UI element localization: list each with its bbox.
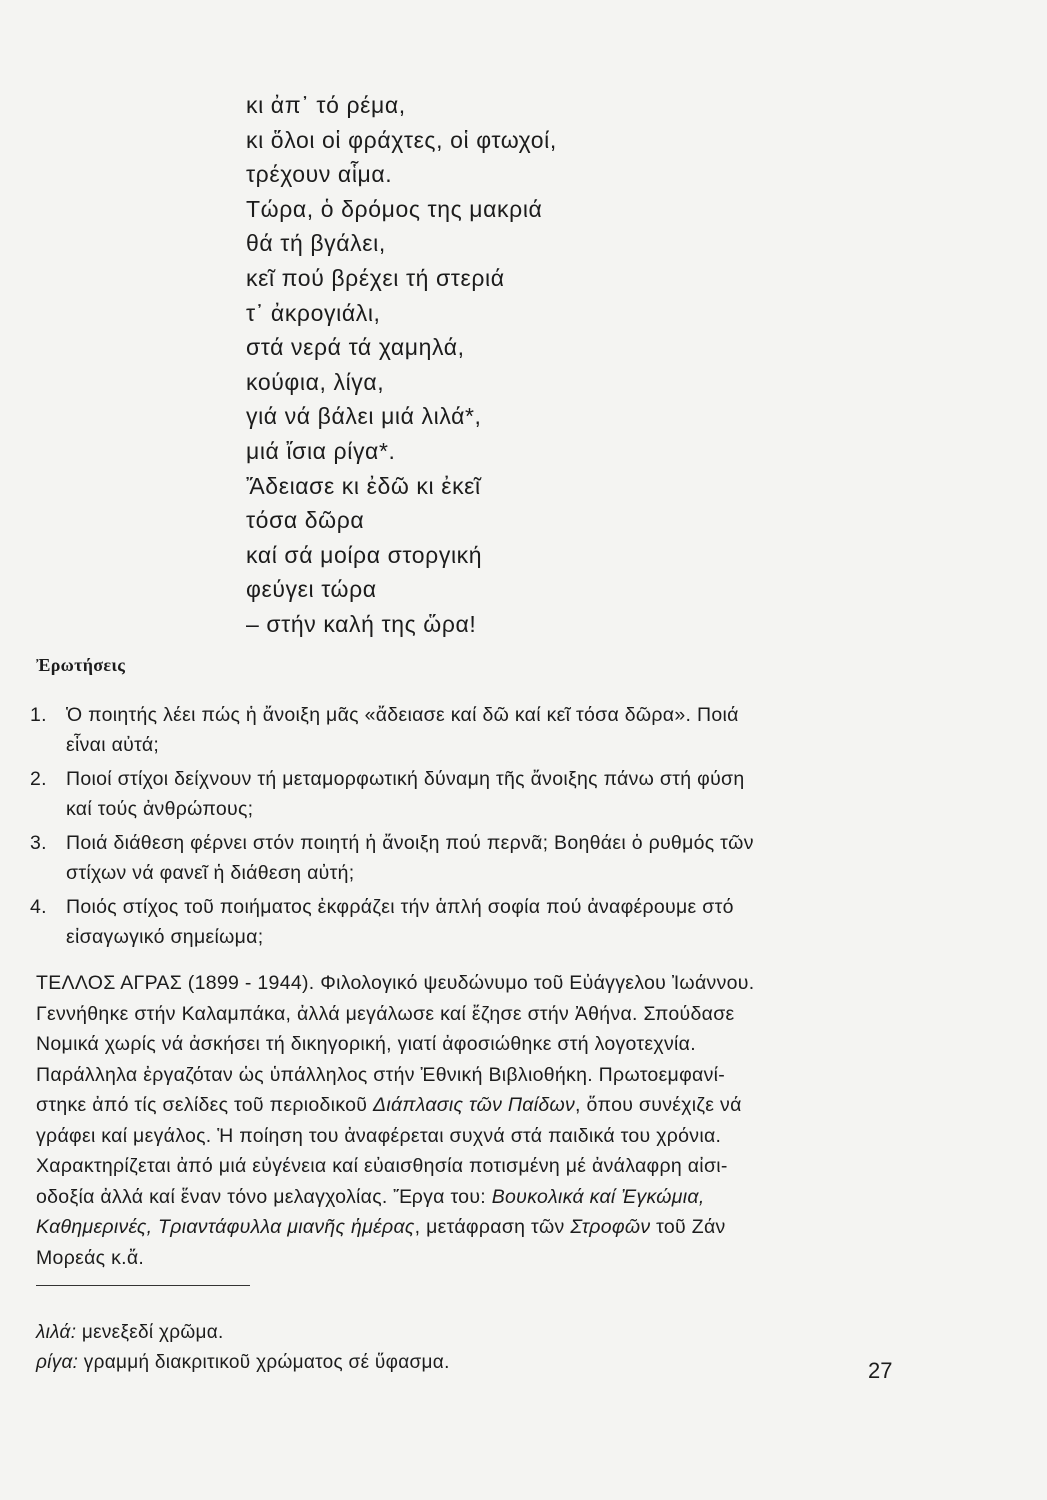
question-item xyxy=(30,892,910,952)
footnote-divider xyxy=(36,1285,250,1286)
biography-line: Γεννήθηκε στήν Καλαμπάκα, ἀλλά μεγάλωσε καί ἔζησε στήν Ἀθήνα. Σπούδασε xyxy=(36,1002,735,1025)
question-item xyxy=(30,700,910,760)
biography-line: Παράλληλα ἐργαζόταν ὡς ὑπάλληλος στήν Ἐθνική Βιβλιοθήκη. Πρωτοεμφανί- xyxy=(36,1063,726,1086)
poem-line: τρέχουν αἷμα. xyxy=(246,161,393,188)
poem-line: κεῖ πού βρέχει τή στεριά xyxy=(246,264,505,291)
poem-line: κι ὅλοι οἱ φράχτες, οἱ φτωχοί, xyxy=(246,126,557,153)
question-text-line: Ποιά διάθεση φέρνει στόν ποιητή ἡ ἄνοιξη πού περνᾶ; Βοηθάει ὁ ρυθμός τῶν xyxy=(66,832,754,854)
poem-line: στά νερά τά χαμηλά, xyxy=(246,334,465,361)
work-title: Στροφῶν xyxy=(570,1216,651,1238)
question-text-line: Ὁ ποιητής λέει πώς ἡ ἄνοιξη μᾶς «ἄδειασε καί δῶ καί κεῖ τόσα δῶρα». Ποιά xyxy=(66,704,739,726)
poem-line: κούφια, λίγα, xyxy=(246,368,385,395)
poem-line: τόσα δῶρα xyxy=(246,507,365,534)
poem-line: καί σά μοίρα στοργική xyxy=(246,541,483,568)
biography-text: οδοξία ἀλλά καί ἕναν τόνο μελαγχολίας. Ἔργα του: xyxy=(36,1185,492,1208)
question-number: 1. xyxy=(30,704,47,726)
footnote-term: λιλά: xyxy=(36,1322,77,1343)
question-text-line: στίχων νά φανεῖ ἡ διάθεση αὐτή; xyxy=(66,862,355,884)
question-item xyxy=(30,764,910,824)
footnote-definition: μενεξεδί χρῶμα. xyxy=(76,1322,224,1343)
poem-line: μιά ἴσια ρίγα*. xyxy=(246,437,396,464)
biography-text: τοῦ Ζάν xyxy=(650,1216,726,1238)
biography-line xyxy=(36,1182,896,1213)
periodical-title: Διάπλασις τῶν Παίδων xyxy=(372,1094,576,1116)
footnote-item xyxy=(36,1318,450,1348)
poem-line: κι ἀπ᾽ τό ρέμα, xyxy=(246,92,406,118)
biography-line xyxy=(36,1212,896,1243)
biography-text: στηκε ἀπό τίς σελίδες τοῦ περιοδικοῦ xyxy=(36,1094,373,1116)
biography-line: Χαρακτηρίζεται ἀπό μιά εὐγένεια καί εὐαισθησία ποτισμένη μέ ἀνάλαφρη αἰσι- xyxy=(36,1155,728,1177)
biography-line xyxy=(36,1090,896,1121)
footnote-term: ρίγα: xyxy=(36,1352,79,1373)
question-text-line: καί τούς ἀνθρώπους; xyxy=(66,798,254,820)
question-item xyxy=(30,828,910,888)
question-text-line: Ποιοί στίχοι δείχνουν τή μεταμορφωτική δύναμη τῆς ἄνοιξης πάνω στή φύση xyxy=(66,768,745,790)
work-title: Βουκολικά καί Ἐγκώμια, xyxy=(491,1185,705,1208)
poem-text xyxy=(246,88,557,642)
biography-text: , μετάφραση τῶν xyxy=(414,1216,571,1238)
biography-line: Μορεάς κ.ἄ. xyxy=(36,1246,145,1269)
poem-line: θά τή βγάλει, xyxy=(246,230,386,257)
question-number: 4. xyxy=(30,896,47,918)
biography-text: , ὅπου συνέχιζε νά xyxy=(575,1094,742,1116)
footnote-definition: γραμμή διακριτικοῦ χρώματος σέ ὕφασμα. xyxy=(78,1352,450,1373)
footnote-item xyxy=(36,1348,450,1378)
poem-line: τ᾽ ἀκρογιάλι, xyxy=(246,299,381,326)
poem-line: φεύγει τώρα xyxy=(246,576,377,603)
footnotes xyxy=(36,1318,450,1378)
biography-line: ΤΕΛΛΟΣ ΑΓΡΑΣ (1899 - 1944). Φιλολογικό ψευδώνυμο τοῦ Εὐάγγελου Ἰωάννου. xyxy=(36,972,755,994)
work-title: Καθημερινές, Τριαντάφυλλα μιανῆς ἡμέρας xyxy=(36,1216,415,1238)
page-number: 27 xyxy=(868,1358,893,1383)
biography-line: γράφει καί μεγάλος. Ἡ ποίηση του ἀναφέρεται συχνά στά παιδικά του χρόνια. xyxy=(36,1124,722,1147)
question-text-line: εἶναι αὐτά; xyxy=(66,734,160,756)
questions-heading: Ἐρωτήσεις xyxy=(36,655,126,675)
poem-line: γιά νά βάλει μιά λιλά*, xyxy=(246,403,482,430)
poem-line: Τώρα, ὁ δρόμος της μακριά xyxy=(246,195,543,222)
questions-list xyxy=(30,700,910,956)
biography-line: Νομικά χωρίς νά ἀσκήσει τή δικηγορική, γιατί ἀφοσιώθηκε στή λογοτεχνία. xyxy=(36,1033,696,1055)
question-text-line: εἰσαγωγικό σημείωμα; xyxy=(66,926,264,948)
question-number: 2. xyxy=(30,768,47,790)
poem-line: Ἄδειασε κι ἐδῶ κι ἐκεῖ xyxy=(246,472,481,499)
poem-line: – στήν καλή της ὥρα! xyxy=(246,610,477,637)
question-number: 3. xyxy=(30,832,47,854)
question-text-line: Ποιός στίχος τοῦ ποιήματος ἐκφράζει τήν ἁπλή σοφία πού ἀναφέρουμε στό xyxy=(66,896,734,918)
author-biography xyxy=(36,968,896,1273)
